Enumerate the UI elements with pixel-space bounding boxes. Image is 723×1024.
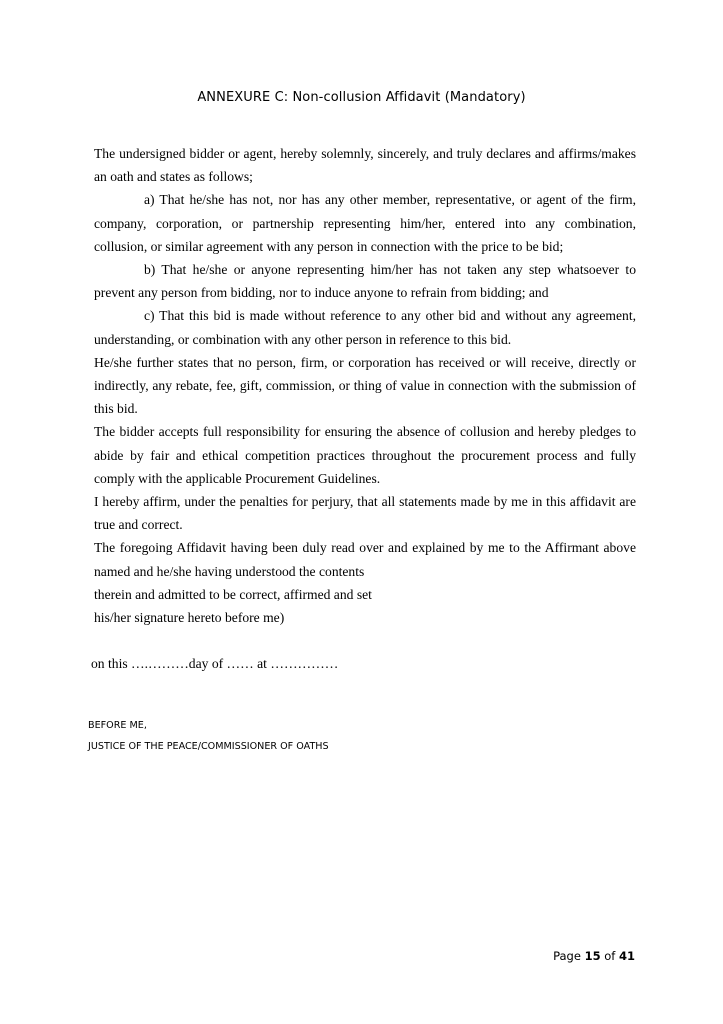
page-footer bbox=[553, 949, 635, 963]
further-states-paragraph: He/she further states that no person, firm, or corporation has received or will receive, directly or indirectly, any rebate, fee, gift, commission, or thing of value in connection with the submission of this bid. bbox=[94, 354, 636, 417]
responsibility-paragraph: The bidder accepts full responsibility for ensuring the absence of collusion and hereby pledges to abide by fair and ethical competition practices throughout the procurement process and fully comply with the applicable Procurement Guidelines. bbox=[94, 424, 636, 486]
intro-paragraph: The undersigned bidder or agent, hereby solemnly, sincerely, and truly declares and affirms/makes an oath and states as follows; bbox=[94, 146, 636, 185]
clause-a-paragraph: a) That he/she has not, nor has any other member, representative, or agent of the firm, company, corporation, or partnership representing him/her, entered into any combination, collusion, or similar agreement with any person in connection with the price to be bid; bbox=[94, 192, 636, 254]
of-label: of bbox=[604, 949, 616, 963]
total-pages: 41 bbox=[618, 949, 635, 963]
justice-label: JUSTICE OF THE PEACE/COMMISSIONER OF OATHS bbox=[88, 741, 329, 752]
clause-b-paragraph: b) That he/she or anyone representing him/her has not taken any step whatsoever to prevent any person from bidding, nor to induce anyone to refrain from bidding; and bbox=[94, 262, 636, 301]
attestation-block bbox=[88, 715, 329, 757]
foregoing-paragraph: The foregoing Affidavit having been duly read over and explained by me to the Affirmant above named and he/she having understood the contents bbox=[94, 540, 636, 579]
perjury-paragraph: I hereby affirm, under the penalties for perjury, that all statements made by me in this affidavit are true and correct. bbox=[94, 494, 636, 533]
clause-c-paragraph: c) That this bid is made without reference to any other bid and without any agreement, understanding, or combination with any other person in reference to this bid. bbox=[94, 308, 636, 347]
before-me-label: BEFORE ME, bbox=[88, 720, 147, 731]
page-number: 15 bbox=[584, 949, 601, 963]
page-title: ANNEXURE C: Non-collusion Affidavit (Mandatory) bbox=[197, 90, 526, 105]
date-line: on this ….………day of …… at …………… bbox=[91, 656, 339, 671]
signature-line: his/her signature hereto before me) bbox=[94, 610, 285, 626]
therein-line: therein and admitted to be correct, affirmed and set bbox=[94, 586, 372, 602]
page-label: Page bbox=[553, 949, 581, 963]
affidavit-body bbox=[94, 142, 636, 629]
